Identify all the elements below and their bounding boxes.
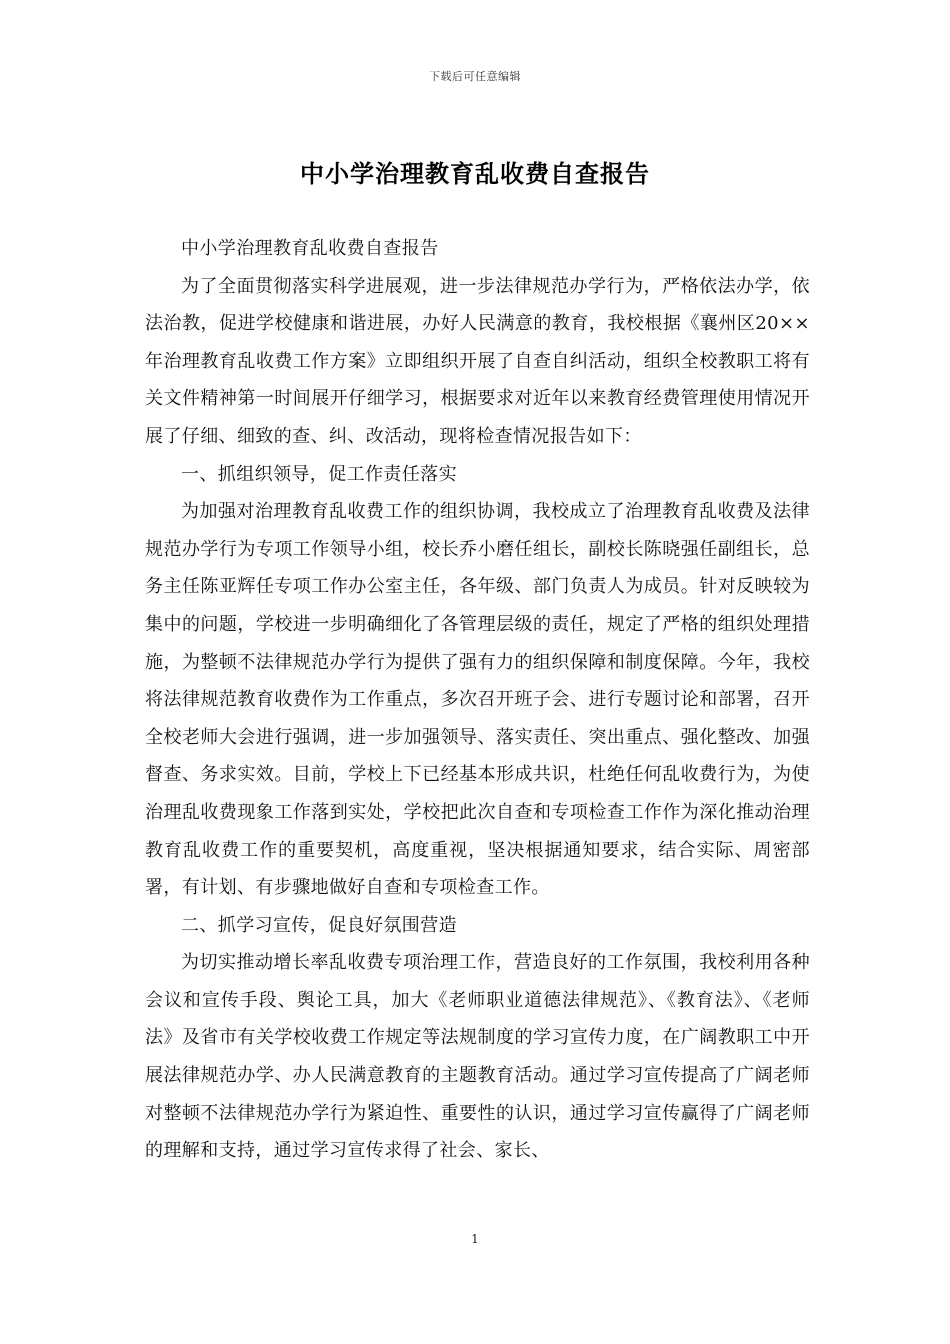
document-title: 中小学治理教育乱收费自查报告 xyxy=(300,159,650,188)
paragraph-section-1: 为加强对治理教育乱收费工作的组织协调，我校成立了治理教育乱收费及法律规范办学行为专项工作领导小组，校长乔小磨任组长，副校长陈晓强任副组长，总务主任陈亚辉任专项工作办公室主任，各年级、部门负责人为成员。针对反映较为集中的问题，学校进一步明确细化了各管理层级的责任，规定了严格的组织处理措施，为整顿不法律规范办学行为提供了强有力的组织保障和制度保障。今年，我校将法律规范教育收费作为工作重点，多次召开班子会、进行专题讨论和部署，召开全校老师大会进行强调，进一步加强领导、落实责任、突出重点、强化整改、加强督查、务求实效。目前，学校上下已经基本形成共识，杜绝任何乱收费行为，为使治理乱收费现象工作落到实处，学校把此次自查和专项检查工作作为深化推动治理教育乱收费工作的重要契机，高度重视，坚决根据通知要求，结合实际、周密部署，有计划、有步骤地做好自查和专项检查工作。 xyxy=(145,501,810,899)
paragraph-subtitle: 中小学治理教育乱收费自查报告 xyxy=(181,238,439,259)
section-heading-1: 一、抓组织领导，促工作责任落实 xyxy=(181,463,457,485)
section-heading-2: 二、抓学习宣传，促良好氛围营造 xyxy=(181,914,457,936)
paragraph-section-2: 为切实推动增长率乱收费专项治理工作，营造良好的工作氛围，我校利用各种会议和宣传手段、舆论工具，加大《老师职业道德法律规范》、《教育法》、《老师法》及省市有关学校收费工作规定等法规制度的学习宣传力度，在广阔教职工中开展法律规范办学、办人民满意教育的主题教育活动。通过学习宣传提高了广阔老师对整顿不法律规范办学行为紧迫性、重要性的认识，通过学习宣传赢得了广阔老师的理解和支持，通过学习宣传求得了社会、家长、 xyxy=(145,952,810,1162)
header-note: 下载后可任意编辑 xyxy=(429,70,521,83)
document-body xyxy=(145,230,810,1170)
page-number: 1 xyxy=(471,1232,479,1246)
paragraph-intro: 为了全面贯彻落实科学进展观，进一步法律规范办学行为，严格依法办学，依法治教，促进学校健康和谐进展，办好人民满意的教育，我校根据《襄州区20××年治理教育乱收费工作方案》立即组织开展了自查自纠活动，组织全校教职工将有关文件精神第一时间展开仔细学习，根据要求对近年以来教育经费管理使用情况开展了仔细、细致的查、纠、改活动，现将检查情况报告如下： xyxy=(145,275,810,447)
